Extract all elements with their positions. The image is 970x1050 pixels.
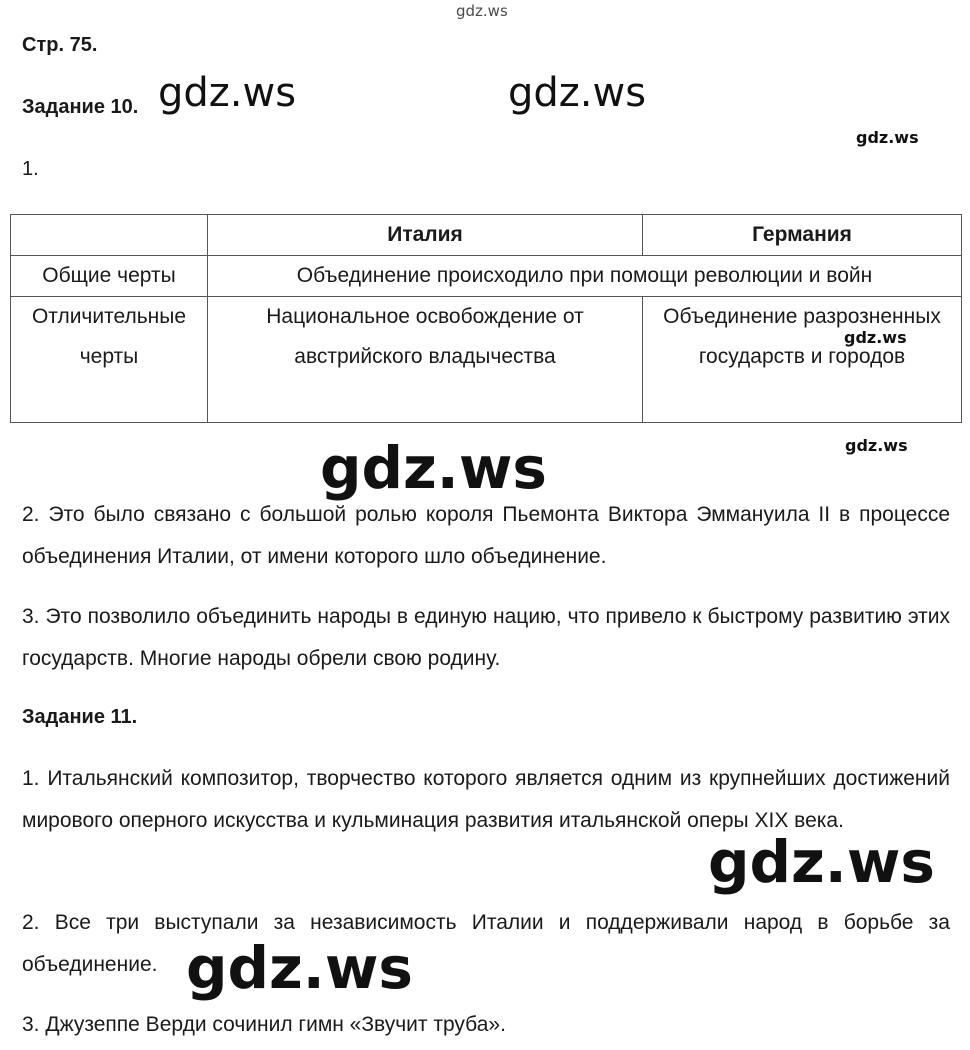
watermark-c: gdz.ws <box>320 434 547 502</box>
table-row-differences <box>11 297 962 423</box>
row-common-label: Общие черты <box>11 256 208 297</box>
row-diff-italy: Национальное освобождение от австрийского владычества <box>208 297 643 423</box>
watermark-b: gdz.ws <box>508 70 647 116</box>
comparison-table <box>10 214 962 423</box>
task-10-paragraph-2: 2. Это было связано с большой ролью короля Пьемонта Виктора Эммануила II в процессе объединения Италии, от имени которого шло объединение. <box>22 503 950 568</box>
task-11-paragraph-2: 2. Все три выступали за независимость Италии и поддерживали народ в борьбе за объединение. <box>22 911 950 976</box>
page-reference: Стр. 75. <box>22 34 98 56</box>
table-header-row <box>11 215 962 256</box>
watermark-d: gdz.ws <box>708 828 935 896</box>
watermark-small-3: gdz.ws <box>845 436 908 455</box>
task-10-title: Задание 10. <box>22 96 139 118</box>
row-diff-germany: Объединение разрозненных государств и городов <box>643 297 962 423</box>
task-10-item-1-number: 1. <box>22 158 39 180</box>
watermark-top: gdz.ws <box>456 2 508 20</box>
table-row-common <box>11 256 962 297</box>
task-11-paragraph-3: 3. Джузеппе Верди сочинил гимн «Звучит труба». <box>22 1013 506 1036</box>
header-empty-cell <box>11 215 208 256</box>
header-italy: Италия <box>208 215 643 256</box>
watermark-e: gdz.ws <box>186 934 413 1002</box>
task-11-title: Задание 11. <box>22 706 138 728</box>
header-germany: Германия <box>643 215 962 256</box>
row-diff-label: Отличительные черты <box>11 297 208 423</box>
task-10-paragraph-3: 3. Это позволило объединить народы в единую нацию, что привело к быстрому развитию этих государств. Многие народы обрели свою родину. <box>22 605 950 670</box>
watermark-small-1: gdz.ws <box>856 128 919 147</box>
row-common-value: Объединение происходило при помощи революции и войн <box>208 256 962 297</box>
watermark-small-2: gdz.ws <box>844 328 907 347</box>
watermark-a: gdz.ws <box>158 70 297 116</box>
task-11-paragraph-1: 1. Итальянский композитор, творчество которого является одним из крупнейших достижений мирового оперного искусства и кульминация развития итальянской оперы XIX века. <box>22 767 950 832</box>
